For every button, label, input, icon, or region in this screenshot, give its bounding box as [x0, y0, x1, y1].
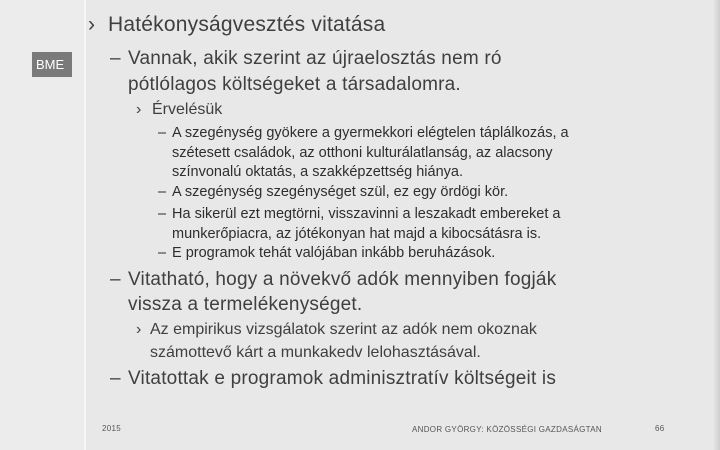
- argument-3-line-2: munkerőpiacra, az jótékonyan hat majd a kibocsátásra is.: [172, 226, 542, 242]
- argument-3-line-1: Ha sikerül ezt megtörni, visszavinni a leszakadt embereket a: [172, 206, 561, 222]
- dash-bullet: –: [110, 48, 121, 69]
- point-1-sub: [136, 101, 222, 119]
- dash-bullet: –: [158, 206, 167, 222]
- slide-title: Hatékonyságvesztés vitatása: [108, 13, 386, 36]
- argument-1: [158, 125, 569, 141]
- point-2-line-2: vissza a termelékenységet.: [128, 294, 363, 315]
- argument-4-line-1: E programok tehát valójában inkább beruházások.: [172, 245, 496, 261]
- argument-1-line-3: színvonalú oktatás, a szakképzettség hiánya.: [172, 164, 463, 180]
- dash-bullet: –: [158, 245, 167, 261]
- argument-3: [158, 206, 560, 222]
- point-2-sub: [136, 321, 537, 339]
- argument-4: [158, 245, 495, 261]
- point-1-line-2: pótlólagos költségeket a társadalomra.: [128, 74, 461, 95]
- point-2-sub-line-2: számottevő kárt a munkakedv lelohasztásával.: [150, 344, 481, 361]
- footer-year: 2015: [102, 424, 121, 433]
- footer-author: ANDOR GYÖRGY: KÖZÖSSÉGI GAZDASÁGTAN: [412, 425, 602, 434]
- argument-2-line-1: A szegénység szegénységet szül, ez egy ördögi kör.: [172, 184, 509, 200]
- point-1-line-1: Vannak, akik szerint az újraelosztás nem ró: [128, 48, 502, 69]
- point-1-sub-label: Érvelésük: [152, 101, 223, 118]
- argument-2: [158, 184, 508, 200]
- argument-1-line-2: szétesett családok, az otthoni kulturálatlanság, az alacsony: [172, 145, 553, 161]
- dash-bullet: –: [158, 184, 167, 200]
- point-2-sub-line-1: Az empirikus vizsgálatok szerint az adók nem okoznak: [150, 321, 537, 338]
- dash-bullet: –: [110, 269, 121, 290]
- argument-1-line-1: A szegénység gyökere a gyermekkori elégtelen táplálkozás, a: [172, 125, 569, 141]
- point-2: [110, 269, 556, 291]
- chevron-bullet: ›: [136, 321, 142, 338]
- chevron-bullet: ›: [136, 101, 142, 118]
- page-number: 66: [655, 424, 665, 433]
- point-1: [110, 48, 502, 70]
- title-bullet: ›: [88, 13, 96, 36]
- point-3: [110, 368, 556, 390]
- bme-tag: BME: [32, 52, 72, 77]
- point-2-line-1: Vitatható, hogy a növekvő adók mennyiben fogják: [128, 269, 557, 290]
- slide-title-row: [88, 13, 385, 37]
- dash-bullet: –: [158, 125, 167, 141]
- dash-bullet: –: [110, 368, 121, 389]
- point-3-line-1: Vitatottak e programok adminisztratív költségeit is: [128, 368, 557, 389]
